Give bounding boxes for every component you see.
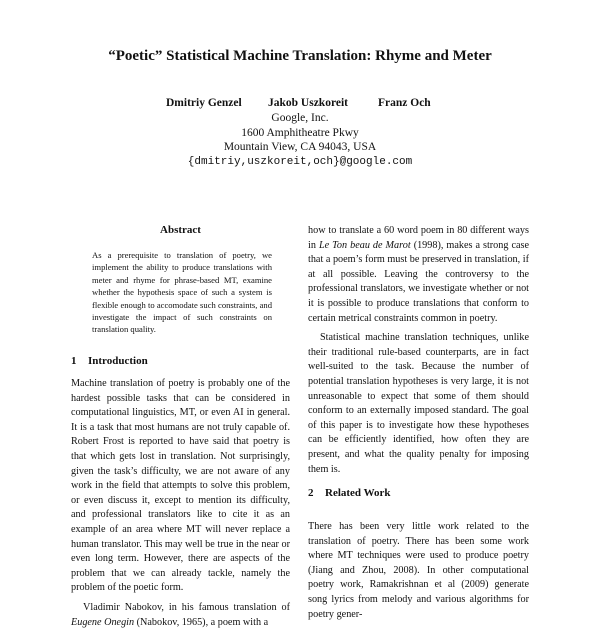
abstract-text: As a prerequisite to translation of poetry, we implement the ability to produce translations with meter and rhyme for phrase-based MT, examine whether the hypothesis space of such a system is flexible enough to accomodate such constraints, and investigate the impact of such constraints on translation quality. xyxy=(92,250,272,335)
intro-paragraph-3: Statistical machine translation techniques, unlike their traditional rule-based counterparts, are in fact well-suited to the task. Because the number of potential translation hypotheses is very large, it is not unreasonable to expect that some of them should conform to an externally imposed standard. The goal of this paper is to investigate how these hypotheses can be efficiently identified, how often they are present, and what the quality penalty for imposing them is. xyxy=(308,332,529,475)
author-email: {dmitriy,uszkoreit,och}@google.com xyxy=(187,156,413,169)
intro-paragraph-2-continued: how to translate a 60 word poem in 80 different ways in Le Ton beau de Marot (1998), makes a strong case that a poem’s form must be preserved in translation, if at all possible. Leaving the controversy to the professional translators, we investigate whether or not it is possible to produce translations that conform to certain metrical constraints common in poetry. xyxy=(308,225,530,324)
affiliation-block xyxy=(0,111,600,170)
paper-title: “Poetic” Statistical Machine Translation: Rhyme and Meter xyxy=(108,48,492,64)
author-name: Jakob Uszkoreit xyxy=(268,97,348,109)
related-work-paragraph-1: There has been very little work related to the translation of poetry. There has been some work where MT techniques were used to produce poetry (Jiang and Zhou, 2008). In other computational poetry work, Ramakrishnan et al (2009) generate song lyrics from melody and various algorithms for poetry gener- xyxy=(308,521,529,620)
affiliation-line: 1600 Amphitheatre Pkwy xyxy=(241,126,359,139)
intro-paragraph-2: Vladimir Nabokov, in his famous translation of Eugene Onegin (Nabokov, 1965), a poem with a xyxy=(71,601,290,628)
right-column-body xyxy=(308,224,529,477)
section-number: 1 xyxy=(71,355,77,367)
affiliation-line: Google, Inc. xyxy=(271,112,329,124)
related-work-body xyxy=(308,520,529,622)
intro-paragraph-1: Machine translation of poetry is probably one of the hardest possible tasks that can be considered in computational linguistics, MT, or even AI in general. It is a task that most humans are not truly capable of. Robert Frost is reported to have said that poetry is that which gets lost in translation. Not surprisingly, given the task’s difficulty, we are not aware of any work in the field that attempts to solve this problem, or even discuss it, except to mention its difficulty, and professional translators like to cite it as an example of an area where MT will never replace a human translator. This may well be true in the near or even long term. However, there are aspects of the problem that we can already tackle, namely the problem of the poetic form. xyxy=(71,378,290,594)
affiliation-line: Mountain View, CA 94043, USA xyxy=(223,141,377,154)
section-title: Introduction xyxy=(88,355,148,367)
section-heading-introduction xyxy=(71,355,148,367)
left-column-body xyxy=(71,377,290,630)
section-number: 2 xyxy=(308,487,314,499)
abstract-heading: Abstract xyxy=(160,224,201,236)
author-name: Dmitriy Genzel xyxy=(166,97,242,109)
section-heading-related-work xyxy=(308,487,391,499)
section-title: Related Work xyxy=(325,487,391,499)
author-name: Franz Och xyxy=(378,97,431,109)
